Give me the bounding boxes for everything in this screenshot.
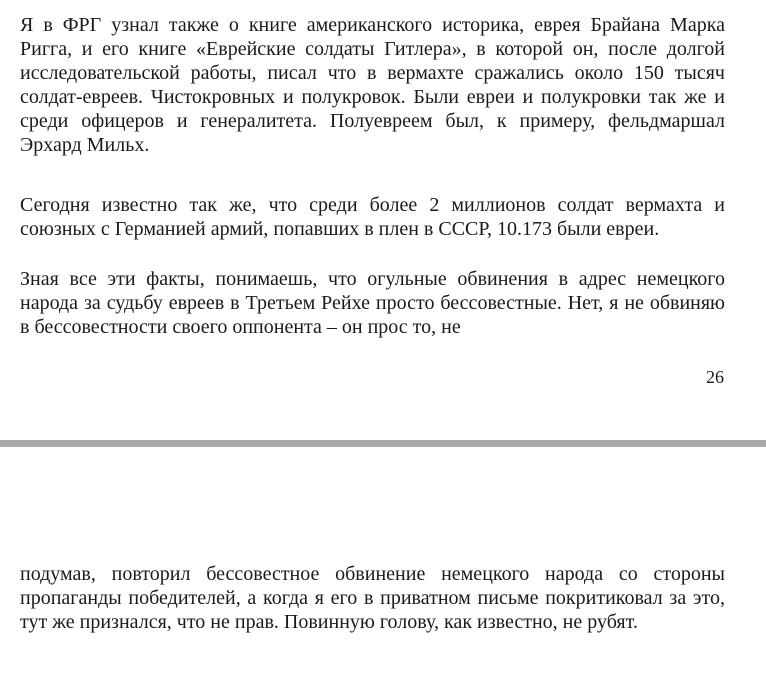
paragraph-text: подумав, повторил бессовестное обвинение немецкого народа со стороны пропаганды победителей, а когда я его в приватном письме покритиковал за это, тут же признался, что не прав. Повинную голову, как известно, не рубят. [20,563,725,633]
paragraph-text: Зная все эти факты, понимаешь, что огульные обвинения в адрес немецкого народа за судьбу евреев в Третьем Рейхе просто бессовестные. Нет, я не обвиняю в бессовестности своего оппонента – он прос то, не [20,268,725,338]
page-separator [0,440,766,447]
paragraph-text: Я в ФРГ узнал также о книге американского историка, еврея Брайана Марка Ригга, и его книге «Еврейские солдаты Гитлера», в которой он, после долгой исследовательской работы, писал что в вермахте сражались около 150 тысяч солдат-евреев. Чистокровных и полукровок. Были евреи и полукровки так же и среди офицеров и генералитета. Полуевреем был, к примеру, фельдмаршал Эрхард Мильх. [20,14,725,156]
paragraph-text: Сегодня известно так же, что среди более 2 миллионов солдат вермахта и союзных с Германией армий, попавших в плен в СССР, 10.173 были евреи. [20,194,725,240]
paragraph-pow-statistics [20,193,725,241]
document-page-bottom [0,447,766,675]
paragraph-riggs-book [20,13,725,157]
paragraph-conclusion-continued [20,562,725,634]
paragraph-conclusion-start [20,267,725,339]
page-number: 26 [706,367,724,387]
